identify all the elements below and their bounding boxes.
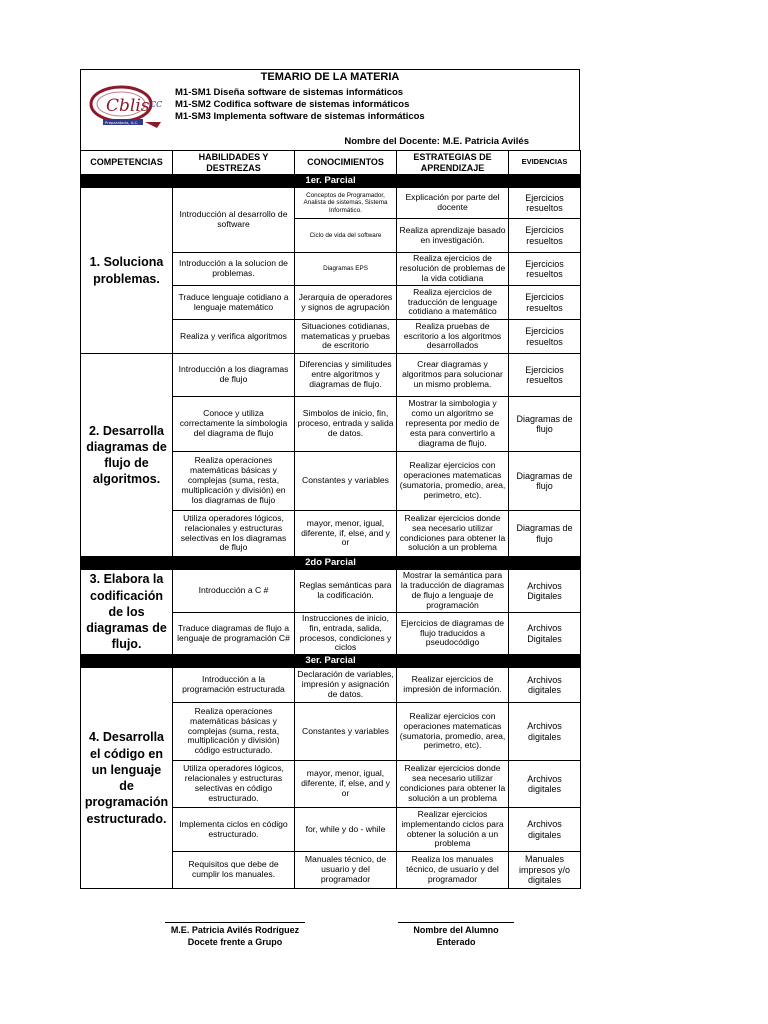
table-row: [81, 668, 581, 703]
conocimiento-cell: for, while y do - while: [295, 808, 397, 852]
habilidad-cell: Realiza y verifica algoritmos: [173, 320, 295, 354]
estrategia-cell: Realizar ejercicios donde sea necesario utilizar condiciones para obtener la solución a un problema: [397, 761, 509, 808]
estrategia-cell: Realizar ejercicios de impresión de información.: [397, 668, 509, 703]
evidencia-cell: Diagramas de flujo: [509, 511, 581, 557]
conocimiento-cell: Instrucciones de inicio, fin, entrada, salida, procesos, condiciones y ciclos: [295, 613, 397, 655]
signature-name: Nombre del Alumno: [413, 925, 499, 935]
document-title: TEMARIO DE LA MATERIA: [260, 71, 400, 83]
habilidad-cell: Introducción a los diagramas de flujo: [173, 354, 295, 397]
evidencia-cell: Archivos Digitales: [509, 613, 581, 655]
evidencia-cell: Ejercicios resueltos: [509, 320, 581, 354]
competencia-4: 4. Desarrolla el código en un lenguaje de programación estructurado.: [81, 668, 173, 889]
table-row: [81, 570, 581, 613]
syllabus-table: [80, 150, 581, 889]
col-header-estrategias: ESTRATEGIAS DE APRENDIZAJE: [397, 151, 509, 175]
table-row: [81, 354, 581, 397]
evidencia-cell: Ejercicios resueltos: [509, 253, 581, 286]
estrategia-cell: Crear diagramas y algoritmos para solucionar un mismo problema.: [397, 354, 509, 397]
evidencia-cell: Ejercicios resueltos: [509, 354, 581, 397]
estrategia-cell: Mostrar la semántica para la traducción de diagramas de flujo a lenguaje de programación: [397, 570, 509, 613]
document-header: [80, 69, 580, 150]
competencia-1: 1. Soluciona problemas.: [81, 188, 173, 354]
conocimiento-cell: Jerarquia de operadores y signos de agrupación: [295, 286, 397, 320]
estrategia-cell: Realizar ejercicios con operaciones matematicas (sumatoria, promedio, area, perimetro, etc).: [397, 703, 509, 761]
habilidad-cell: Utiliza operadores lógicos, relacionales y estructuras selectivas en los diagramas de flujo: [173, 511, 295, 557]
conocimiento-cell: Ciclo de vida del software: [295, 219, 397, 253]
evidencia-cell: Ejercicios resueltos: [509, 219, 581, 253]
signature-role: Enterado: [436, 937, 476, 948]
estrategia-cell: Realiza los manuales técnico, de usuario y del programador: [397, 852, 509, 889]
evidencia-cell: Archivos digitales: [509, 668, 581, 703]
conocimiento-cell: Simbolos de inicio, fin, proceso, entrada y salida de datos.: [295, 397, 397, 452]
syllabus-sheet: [80, 69, 580, 889]
evidencia-cell: Archivos Digitales: [509, 570, 581, 613]
table-row: [81, 188, 581, 219]
evidencia-cell: Diagramas de flujo: [509, 397, 581, 452]
teacher-name: Nombre del Docente: M.E. Patricia Avilés: [344, 136, 529, 147]
estrategia-cell: Realizar ejercicios donde sea necesario utilizar condiciones para obtener la solución a un problema: [397, 511, 509, 557]
student-signature: [398, 922, 514, 948]
conocimiento-cell: Constantes y variables: [295, 452, 397, 511]
evidencia-cell: Ejercicios resueltos: [509, 286, 581, 320]
habilidad-cell: Introducción a la programación estructurada: [173, 668, 295, 703]
estrategia-cell: Realiza pruebas de escritorio a los algoritmos desarrollados: [397, 320, 509, 354]
conocimiento-cell: Diferencias y similitudes entre algoritmos y diagramas de flujo.: [295, 354, 397, 397]
conocimiento-cell: Reglas semánticas para la codificación.: [295, 570, 397, 613]
competencia-2: 2. Desarrolla diagramas de flujo de algoritmos.: [81, 354, 173, 557]
evidencia-cell: Manuales impresos y/o digitales: [509, 852, 581, 889]
habilidad-cell: Requisitos que debe de cumplir los manuales.: [173, 852, 295, 889]
logo-tag: Preparatoria, A.C.: [105, 120, 139, 125]
habilidad-cell: Implementa ciclos en código estructurado.: [173, 808, 295, 852]
table-header-row: [81, 151, 581, 175]
estrategia-cell: Realiza ejercicios de resolución de problemas de la vida cotidiana: [397, 253, 509, 286]
conocimiento-cell: Conceptos de Programador, Analista de sistemas, Sistema Informático.: [295, 188, 397, 219]
evidencia-cell: Ejercicios resueltos: [509, 188, 581, 219]
module-2: M1-SM2 Codifica software de sistemas informáticos: [175, 99, 410, 110]
parcial-bar-1: 1er. Parcial: [81, 175, 581, 188]
col-header-competencias: COMPETENCIAS: [81, 151, 173, 175]
habilidad-cell: Introducción a C #: [173, 570, 295, 613]
habilidad-cell: Conoce y utiliza correctamente la simbologia del diagrama de flujo: [173, 397, 295, 452]
conocimiento-cell: Manuales técnico, de usuario y del programador: [295, 852, 397, 889]
module-1: M1-SM1 Diseña software de sistemas informáticos: [175, 87, 404, 98]
evidencia-cell: Archivos digitales: [509, 703, 581, 761]
conocimiento-cell: Diagramas EPS: [295, 253, 397, 286]
signature-name: M.E. Patricia Avilés Rodríguez: [170, 925, 300, 935]
competencia-3: 3. Elabora la codificación de los diagramas de flujo.: [81, 570, 173, 655]
habilidad-cell: Introducción a la solucion de problemas.: [173, 253, 295, 286]
estrategia-cell: Realiza aprendizaje basado en investigación.: [397, 219, 509, 253]
estrategia-cell: Realizar ejercicios implementando ciclos para obtener la solución a un problema: [397, 808, 509, 852]
habilidad-cell: Traduce lenguaje cotidiano a lenguaje matemático: [173, 286, 295, 320]
signature-role: Docete frente a Grupo: [187, 937, 283, 948]
estrategia-cell: Realiza ejercicios de traducción de lenguage cotidiano a matemático: [397, 286, 509, 320]
parcial-bar-2: 2do Parcial: [81, 557, 581, 570]
habilidad-cell: Realiza operaciones matemáticas básicas y complejas (suma, resta, multiplicación y división) en los diagramas de flujo: [173, 452, 295, 511]
parcial-bar-3: 3er. Parcial: [81, 655, 581, 668]
col-header-habilidades: HABILIDADES Y DESTREZAS: [173, 151, 295, 175]
teacher-signature: [165, 922, 305, 948]
conocimiento-cell: Constantes y variables: [295, 703, 397, 761]
conocimiento-cell: mayor, menor, igual, diferente, if, else, and y or: [295, 511, 397, 557]
habilidad-cell: Introducción al desarrollo de software: [173, 188, 295, 253]
evidencia-cell: Archivos digitales: [509, 808, 581, 852]
evidencia-cell: Diagramas de flujo: [509, 452, 581, 511]
col-header-conocimientos: CONOCIMIENTOS: [295, 151, 397, 175]
evidencia-cell: Archivos digitales: [509, 761, 581, 808]
estrategia-cell: Ejercicios de diagramas de flujo traducidos a pseudocódigo: [397, 613, 509, 655]
estrategia-cell: Mostrar la simbologia y como un algoritmo se representa por medio de esta para convertirlo a diagrama de flujo.: [397, 397, 509, 452]
col-header-evidencias: EVIDENCIAS: [509, 151, 581, 175]
estrategia-cell: Realizar ejercicios con operaciones matematicas (sumatoria, promedio, area, perimetro, etc).: [397, 452, 509, 511]
school-logo: [87, 82, 167, 130]
habilidad-cell: Realiza operaciones matemáticas básicas y complejas (suma, resta, multiplicación y división) código estructurado.: [173, 703, 295, 761]
logo-wordmark: Cblis: [106, 96, 150, 116]
conocimiento-cell: mayor, menor, igual, diferente, if, else, and y or: [295, 761, 397, 808]
logo-suffix: CC: [150, 100, 163, 109]
habilidad-cell: Traduce diagramas de flujo a lenguaje de programación C#: [173, 613, 295, 655]
conocimiento-cell: Declaración de variables, impresión y asignación de datos.: [295, 668, 397, 703]
estrategia-cell: Explicación por parte del docente: [397, 188, 509, 219]
habilidad-cell: Utiliza operadores lógicos, relacionales y estructuras selectivas en código estructurado.: [173, 761, 295, 808]
conocimiento-cell: Situaciones cotidianas, matematicas y pruebas de escritorio: [295, 320, 397, 354]
module-3: M1-SM3 Implementa software de sistemas informáticos: [175, 111, 425, 122]
